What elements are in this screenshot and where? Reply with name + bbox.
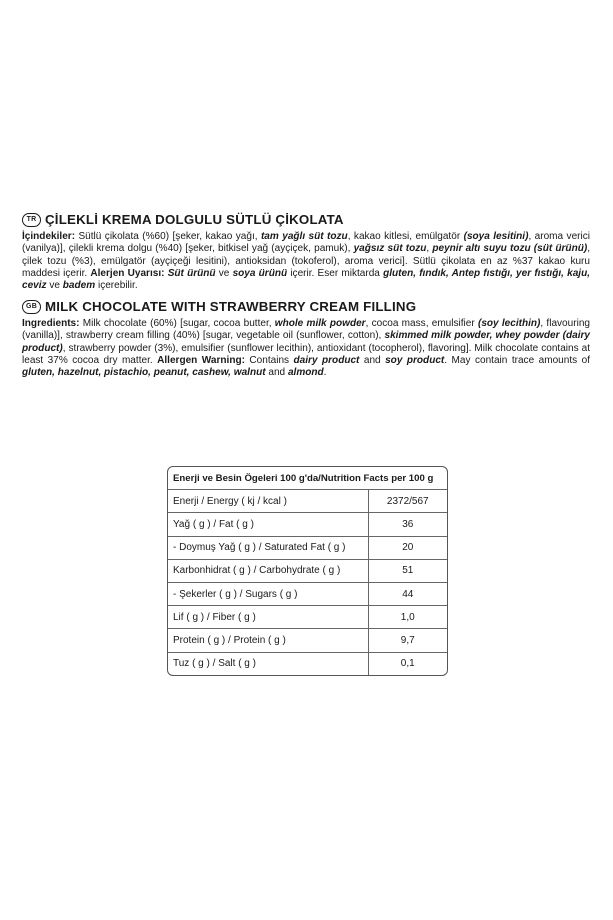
nutrition-row-sugars [168,583,447,606]
nutrition-row-energy [168,490,447,513]
turkish-section [22,212,590,292]
nutrition-row-fiber [168,606,447,629]
tr-allergen: gluten, fındık, Antep fıstığı, yer fıstığı, kaju, ceviz [22,267,591,292]
nutrition-header: Enerji ve Besin Ögeleri 100 g'da/Nutrition Facts per 100 g [168,467,447,490]
tr-text: içerir. Eser miktarda [287,267,384,279]
tr-text: , kakao kitlesi, emülgatör [347,231,464,242]
tr-text: , çilek tozu (%3), emülgatör (ayçiçeği lesitini), antioksidan (tokoferol), aroma verici]. Sütlü çikolata en az %37 kakao kuru maddesi içerir. [22,243,590,279]
gb-allergen: dairy product [293,354,360,366]
nutrition-value: 0,1 [400,658,415,670]
nutrition-label: Karbonhidrat ( g ) / Carbohydrate ( g ) [168,560,369,583]
tr-text: , [426,243,433,255]
tr-ingredients-label: İçindekiler: [22,231,76,242]
gb-text: . May contain trace amounts of [444,354,590,366]
nutrition-label: Enerji / Energy ( kj / kcal ) [168,490,369,513]
nutrition-value: 44 [369,583,448,606]
tr-allergen: badem [62,280,96,292]
gb-text: and [265,367,288,379]
tr-allergen-label: Alerjen Uyarısı: [90,267,165,279]
tr-text: ve [215,267,233,279]
gb-allergen: skimmed milk powder, whey powder (dairy product) [22,330,590,354]
gb-text: , cocoa mass, emulsifier [365,318,478,329]
gb-text: . [323,367,327,379]
gb-allergen-label: Allergen Warning: [157,354,245,366]
nutrition-value: 9,7 [369,629,448,652]
nutrition-value: 36 [369,513,448,536]
tr-allergen: peynir altı suyu tozu (süt ürünü) [432,243,588,255]
tr-allergen: (soya lesitini) [463,231,529,242]
tr-text: ve [46,280,63,292]
gb-allergen: whole milk powder [274,318,366,329]
tr-allergen: yağsız süt tozu [353,243,427,255]
english-heading [22,299,590,314]
gb-text: Milk chocolate (60%) [sugar, cocoa butter, [79,318,275,329]
nutrition-value: 1,0 [369,606,448,629]
nutrition-value: 2372/567 [369,490,448,513]
turkish-heading [22,212,590,227]
tr-language-badge: TR [22,213,41,227]
gb-text: , flavouring (vanilla)], strawberry cream filling (40%) [sugar, vegetable oil (sunflower, cotton), [22,318,590,342]
tr-text: Sütlü çikolata (%60) [şeker, kakao yağı, [75,231,261,242]
nutrition-value: 51 [369,560,448,583]
gb-text: Contains [244,354,294,366]
nutrition-label: Lif ( g ) / Fiber ( g ) [168,606,369,629]
tr-ingredients-text [22,231,590,292]
nutrition-row-carbohydrate [168,560,447,583]
tr-allergen: Süt ürünü [167,267,216,279]
english-section [22,299,590,379]
nutrition-row-salt [168,653,447,675]
nutrition-label: Yağ ( g ) / Fat ( g ) [168,513,369,536]
gb-text: , strawberry powder (3%), emulsifier (sunflower lecithin), antioxidant (tocopherol), flavoring]. Milk chocolate contains at least 37% cocoa dry matter. [22,342,590,366]
tr-allergen: tam yağlı süt tozu [260,231,348,242]
nutrition-header-row [168,467,447,490]
nutrition-label: - Doymuş Yağ ( g ) / Saturated Fat ( g ) [168,537,369,560]
gb-ingredients-label: Ingredients: [22,318,80,329]
nutrition-label: - Şekerler ( g ) / Sugars ( g ) [168,583,369,606]
gb-allergen: (soy lecithin) [477,318,541,329]
nutrition-value: 20 [369,537,448,560]
nutrition-row-saturated-fat [168,537,447,560]
gb-ingredients-text [22,318,590,379]
tr-text: , aroma verici (vanilya)], çilekli krema dolgu (%40) [şeker, bitkisel yağ (ayçiçek, pamuk), [22,231,590,255]
gb-allergen: almond [287,367,324,379]
nutrition-label: Tuz ( g ) / Salt ( g ) [168,653,369,675]
tr-product-title: ÇİLEKLİ KREMA DOLGULU SÜTLÜ ÇİKOLATA [45,212,344,227]
gb-allergen: soy product [385,354,445,366]
nutrition-table [167,466,448,676]
tr-allergen: soya ürünü [232,267,288,279]
gb-product-title: MILK CHOCOLATE WITH STRAWBERRY CREAM FILLING [45,299,417,314]
gb-text: and [359,354,386,366]
gb-allergen: gluten, hazelnut, pistachio, peanut, cashew, walnut [22,367,266,379]
nutrition-label: Protein ( g ) / Protein ( g ) [168,629,369,652]
tr-text: içerebilir. [95,280,138,292]
nutrition-row-fat [168,513,447,536]
gb-language-badge: GB [22,300,41,314]
nutrition-row-protein [168,629,447,652]
